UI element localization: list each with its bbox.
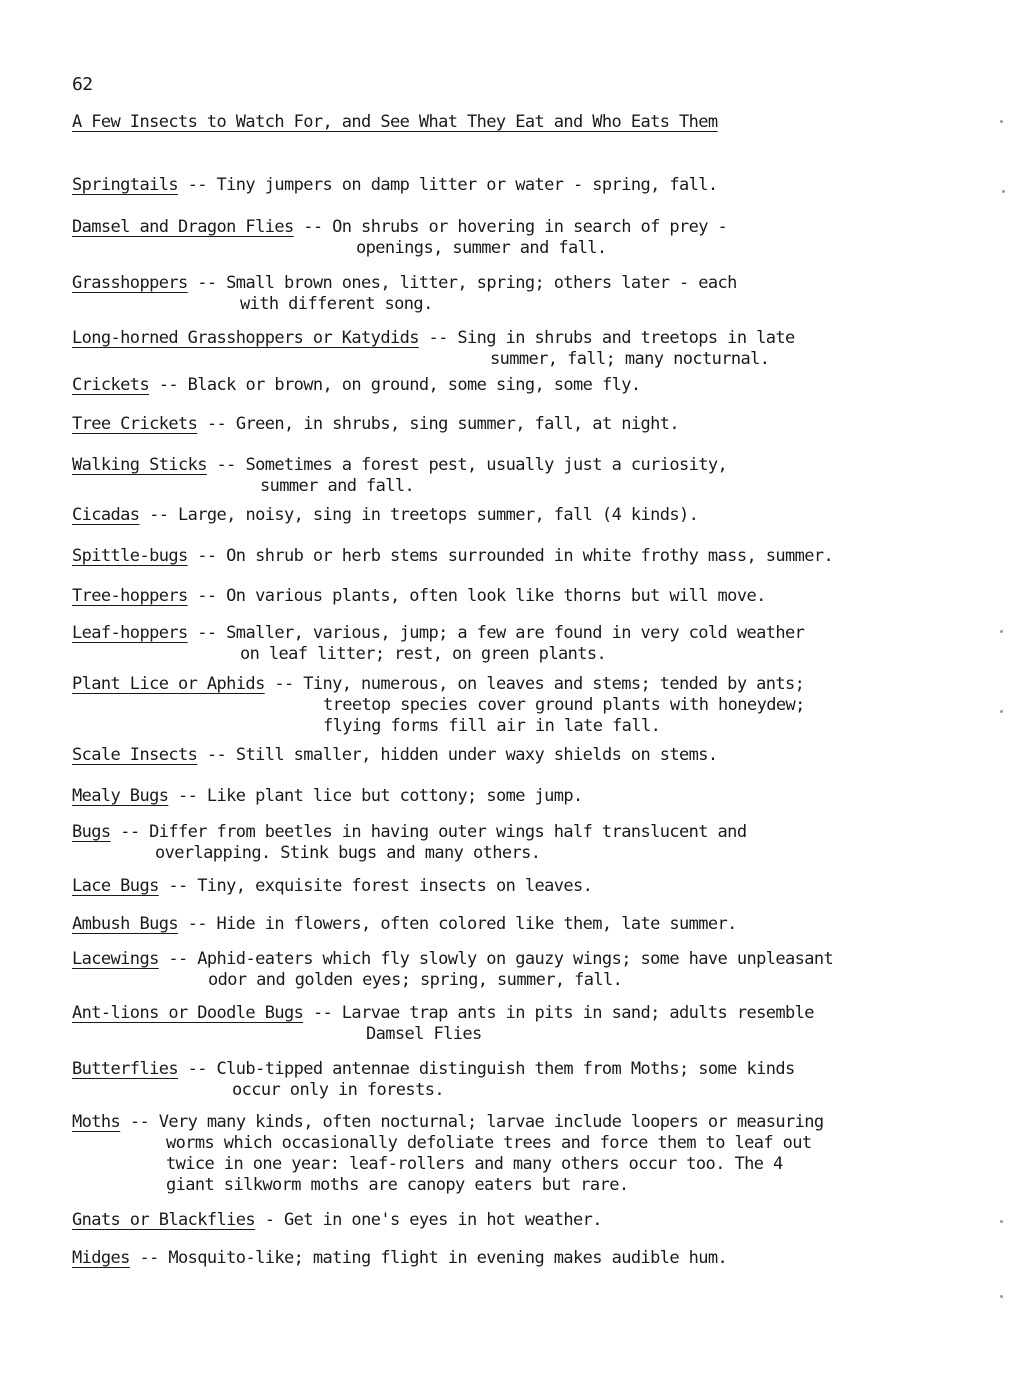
entry-separator: -- <box>139 505 178 525</box>
entry-continuation: on leaf litter; rest, on green plants. <box>240 644 607 664</box>
entry-term: Damsel and Dragon Flies <box>72 217 294 237</box>
entry-plant-lice-or-aphids <box>72 674 805 737</box>
entry-separator: -- <box>149 375 188 395</box>
entry-term: Bugs <box>72 822 111 842</box>
entry-description: Aphid-eaters which fly slowly on gauzy wings; some have unpleasant <box>197 949 834 969</box>
entry-first-line <box>72 1210 602 1231</box>
entry-continuation: giant silkworm moths are canopy eaters but rare. <box>166 1175 629 1195</box>
entry-continuation: flying forms fill air in late fall. <box>323 716 661 736</box>
entry-continuation: occur only in forests. <box>232 1080 444 1100</box>
entry-description: Very many kinds, often nocturnal; larvae include loopers or measuring <box>158 1112 824 1132</box>
entry-separator: -- <box>293 217 333 237</box>
entry-term: Gnats or Blackflies <box>72 1210 256 1230</box>
entry-separator: -- <box>418 328 458 348</box>
entry-moths <box>72 1112 824 1196</box>
entry-first-line <box>72 914 737 935</box>
entry-tree-hoppers <box>72 586 766 607</box>
entry-term: Mealy Bugs <box>72 786 169 806</box>
entry-butterflies <box>72 1059 795 1101</box>
entry-ambush-bugs <box>72 914 737 935</box>
entry-description: Tiny jumpers on damp litter or water - spring, fall. <box>216 175 718 195</box>
entry-continuation: odor and golden eyes; spring, summer, fall. <box>208 970 623 990</box>
entry-description: Black or brown, on ground, some sing, some fly. <box>187 375 641 395</box>
entry-term: Plant Lice or Aphids <box>72 674 265 694</box>
entry-term: Moths <box>72 1112 121 1132</box>
entry-continuation: twice in one year: leaf-rollers and many others occur too. The 4 <box>166 1154 783 1174</box>
entry-continuation: overlapping. Stink bugs and many others. <box>155 843 541 863</box>
entry-description: Hide in flowers, often colored like them, late summer. <box>216 914 737 934</box>
entry-description: On various plants, often look like thorns but will move. <box>226 586 766 606</box>
entry-first-line <box>72 586 766 607</box>
page-title: A Few Insects to Watch For, and See What They Eat and Who Eats Them <box>72 112 718 132</box>
entry-separator: -- <box>206 455 246 475</box>
entry-description: Larvae trap ants in pits in sand; adults resemble <box>341 1003 814 1023</box>
entry-continuation: worms which occasionally defoliate trees and force them to leaf out <box>166 1133 812 1153</box>
entry-separator: -- <box>158 876 198 896</box>
entry-separator: -- <box>120 1112 159 1132</box>
entry-ant-lions-or-doodle-bugs <box>72 1003 814 1045</box>
edge-mark <box>1000 630 1003 633</box>
entry-first-line <box>72 949 833 970</box>
entry-continuation: openings, summer and fall. <box>356 238 607 258</box>
entry-first-line <box>72 375 640 396</box>
entry-separator: -- <box>187 273 227 293</box>
entry-first-line <box>72 455 727 476</box>
entry-grasshoppers <box>72 273 737 315</box>
entry-separator: -- <box>110 822 150 842</box>
entry-description: On shrubs or hovering in search of prey - <box>332 217 728 237</box>
entry-first-line <box>72 1059 795 1080</box>
entry-separator: -- <box>187 623 227 643</box>
entry-term: Cicadas <box>72 505 140 525</box>
entry-term: Spittle-bugs <box>72 546 188 566</box>
entry-first-line <box>72 273 737 294</box>
entry-term: Tree Crickets <box>72 414 198 434</box>
entry-first-line <box>72 175 718 196</box>
entry-description: On shrub or herb stems surrounded in white frothy mass, summer. <box>226 546 834 566</box>
entry-description: Still smaller, hidden under waxy shields on stems. <box>235 745 718 765</box>
entry-first-line <box>72 822 746 843</box>
entry-description: Tiny, exquisite forest insects on leaves. <box>197 876 593 896</box>
entry-first-line <box>72 674 805 695</box>
entry-scale-insects <box>72 745 718 766</box>
entry-midges <box>72 1248 727 1269</box>
entry-description: Get in one's eyes in hot weather. <box>283 1210 602 1230</box>
entry-first-line <box>72 414 679 435</box>
edge-mark <box>1000 1220 1003 1223</box>
page-number: 62 <box>72 74 93 95</box>
edge-mark <box>1000 710 1003 713</box>
entry-first-line <box>72 217 727 238</box>
entry-bugs <box>72 822 746 864</box>
entry-springtails <box>72 175 718 196</box>
entry-separator: -- <box>197 745 236 765</box>
entry-separator: -- <box>168 786 207 806</box>
edge-mark <box>1002 190 1005 193</box>
entry-description: Large, noisy, sing in treetops summer, fall (4 kinds). <box>178 505 699 525</box>
entry-first-line <box>72 786 583 807</box>
entry-first-line <box>72 546 833 567</box>
entry-term: Lace Bugs <box>72 876 159 896</box>
entry-continuation: summer, fall; many nocturnal. <box>490 349 770 369</box>
entry-first-line <box>72 745 718 766</box>
entry-separator: -- <box>177 1059 217 1079</box>
entry-term: Tree-hoppers <box>72 586 188 606</box>
entry-first-line <box>72 1112 824 1133</box>
entry-description: Like plant lice but cottony; some jump. <box>206 786 583 806</box>
entry-term: Lacewings <box>72 949 159 969</box>
entry-first-line <box>72 328 795 349</box>
entry-damsel-and-dragon-flies <box>72 217 727 259</box>
entry-continuation: Damsel Flies <box>366 1024 482 1044</box>
entry-term: Butterflies <box>72 1059 178 1079</box>
entry-walking-sticks <box>72 455 727 497</box>
entry-term: Crickets <box>72 375 150 395</box>
entry-first-line <box>72 1003 814 1024</box>
entry-description: Tiny, numerous, on leaves and stems; tended by ants; <box>303 674 805 694</box>
entry-crickets <box>72 375 640 396</box>
entry-term: Grasshoppers <box>72 273 188 293</box>
entry-separator: -- <box>187 546 227 566</box>
edge-mark <box>1000 1295 1003 1298</box>
edge-mark <box>1000 120 1003 123</box>
entry-leaf-hoppers <box>72 623 804 665</box>
entry-first-line <box>72 623 804 644</box>
entry-separator: - <box>255 1210 284 1230</box>
entry-first-line <box>72 505 698 526</box>
entry-term: Springtails <box>72 175 178 195</box>
entry-term: Walking Sticks <box>72 455 207 475</box>
entry-separator: -- <box>158 949 198 969</box>
entry-description: Club-tipped antennae distinguish them from Moths; some kinds <box>216 1059 795 1079</box>
entry-term: Midges <box>72 1248 130 1268</box>
entry-cicadas <box>72 505 698 526</box>
entry-lacewings <box>72 949 833 991</box>
entry-continuation: with different song. <box>240 294 433 314</box>
entry-spittle-bugs <box>72 546 833 567</box>
entry-gnats-or-blackflies <box>72 1210 602 1231</box>
entry-continuation: treetop species cover ground plants with honeydew; <box>323 695 805 715</box>
entry-mealy-bugs <box>72 786 583 807</box>
entry-separator: -- <box>303 1003 342 1023</box>
entry-first-line <box>72 1248 727 1269</box>
entry-continuation: summer and fall. <box>260 476 415 496</box>
entry-term: Ambush Bugs <box>72 914 178 934</box>
entry-description: Smaller, various, jump; a few are found in very cold weather <box>226 623 805 643</box>
entry-separator: -- <box>197 414 236 434</box>
entry-term: Leaf-hoppers <box>72 623 188 643</box>
entry-term: Ant-lions or Doodle Bugs <box>72 1003 304 1023</box>
entry-separator: -- <box>177 175 217 195</box>
entry-description: Mosquito-like; mating flight in evening makes audible hum. <box>168 1248 728 1268</box>
entry-first-line <box>72 876 592 897</box>
entry-term: Scale Insects <box>72 745 198 765</box>
entry-long-horned-grasshoppers-or-katydids <box>72 328 795 370</box>
entry-description: Differ from beetles in having outer wings half translucent and <box>149 822 747 842</box>
entry-separator: -- <box>187 586 227 606</box>
entry-description: Green, in shrubs, sing summer, fall, at night. <box>235 414 680 434</box>
entry-separator: -- <box>129 1248 169 1268</box>
entry-lace-bugs <box>72 876 592 897</box>
entry-description: Small brown ones, litter, spring; others later - each <box>226 273 737 293</box>
entry-separator: -- <box>177 914 217 934</box>
entry-tree-crickets <box>72 414 679 435</box>
entry-separator: -- <box>264 674 304 694</box>
entry-description: Sing in shrubs and treetops in late <box>457 328 795 348</box>
entry-term: Long-horned Grasshoppers or Katydids <box>72 328 419 348</box>
entry-description: Sometimes a forest pest, usually just a curiosity, <box>245 455 728 475</box>
